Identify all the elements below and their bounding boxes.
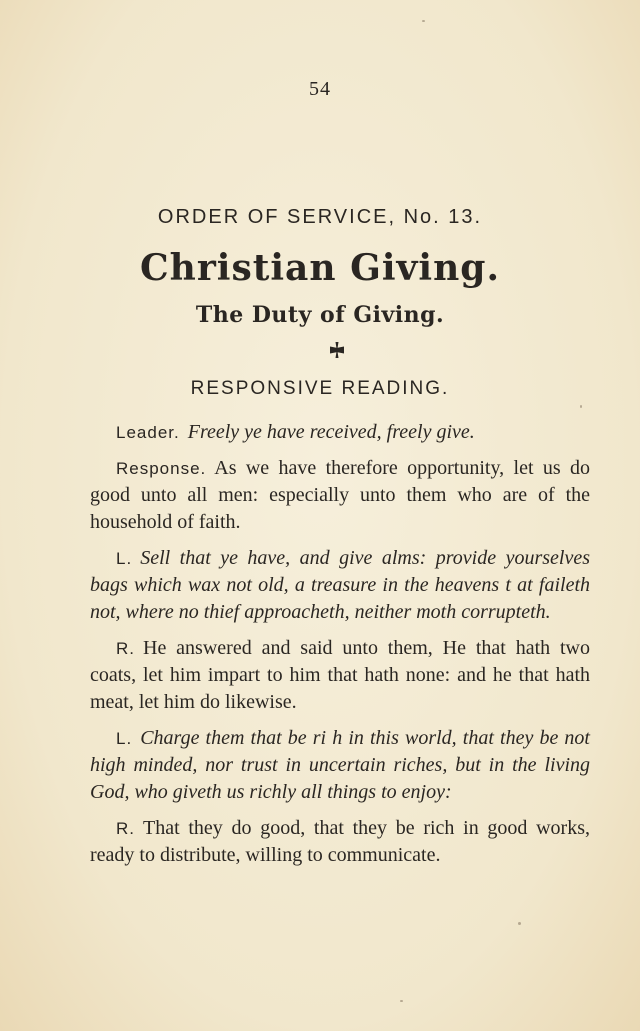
- paper-speck: [400, 1000, 403, 1002]
- speaker-label: L.: [116, 729, 133, 748]
- responsive-reading: [90, 419, 590, 878]
- verse-text: Charge them that be ri h in this world, that they be not high minded, nor trust in uncertain riches, but in the living God, who giveth us richly all things to enjoy:: [90, 727, 590, 803]
- speaker-label: R.: [116, 639, 135, 658]
- verse-text: As we have therefore opportunity, let us do good unto all men: especially unto them who are of the household of faith.: [90, 457, 590, 533]
- paper-speck: [518, 922, 521, 925]
- verse-response: [90, 455, 590, 536]
- verse-text: That they do good, that they be rich in good works, ready to distribute, willing to communicate.: [90, 817, 590, 866]
- page-number: 54: [309, 78, 331, 100]
- verse-response: [90, 815, 590, 869]
- speaker-label: R.: [116, 819, 135, 838]
- cross-pattee-icon: [330, 342, 344, 358]
- verse-text: He answered and said unto them, He that hath two coats, let him impart to him that hath none: and he that hath meat, let him do likewise.: [90, 637, 590, 713]
- verse-leader: [90, 545, 590, 626]
- verse-leader: [90, 725, 590, 806]
- main-title: Christian Giving.: [140, 247, 500, 289]
- responsive-reading-heading: RESPONSIVE READING.: [190, 378, 450, 399]
- paper-speck: [580, 405, 582, 408]
- order-of-service-heading: ORDER OF SERVICE, No. 13.: [157, 206, 483, 228]
- verse-leader: [90, 419, 590, 446]
- verse-text: Sell that ye have, and give alms: provide yourselves bags which wax not old, a treasure in the heavens t at faileth not, where no thief approacheth, neither moth corrupteth.: [90, 547, 590, 623]
- paper-speck: [422, 20, 425, 22]
- speaker-label: L.: [116, 549, 133, 568]
- verse-text: Freely ye have received, freely give.: [187, 421, 475, 443]
- verse-response: [90, 635, 590, 716]
- sub-title: The Duty of Giving.: [195, 302, 445, 328]
- speaker-label: Leader.: [116, 423, 180, 442]
- speaker-label: Response.: [116, 459, 207, 478]
